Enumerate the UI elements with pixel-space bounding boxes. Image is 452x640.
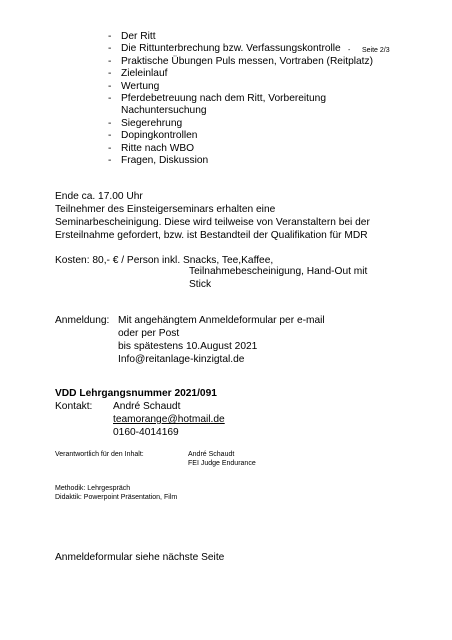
program-item: Praktische Übungen Puls messen, Vortraben (Reitplatz) <box>121 55 373 67</box>
registration-email: Info@reitanlage-kinzigtal.de <box>118 354 245 365</box>
program-item: Zieleinlauf <box>121 68 168 80</box>
costs-line-2: Teilnahmebescheinigung, Hand-Out mit <box>189 266 368 277</box>
program-bullet: - <box>108 117 112 129</box>
contact-email-link[interactable]: teamorange@hotmail.de <box>113 414 225 425</box>
registration-line-2: oder per Post <box>118 328 180 339</box>
program-item: Pferdebetreuung nach dem Ritt, Vorbereitung <box>121 93 327 104</box>
program-item: Wertung <box>121 80 160 92</box>
course-number: VDD Lehrgangsnummer 2021/091 <box>55 388 217 399</box>
program-bullet: - <box>108 142 112 154</box>
footer-note: Anmeldeformular siehe nächste Seite <box>55 552 225 563</box>
program-bullet: - <box>108 43 112 55</box>
program-item: Ritte nach WBO <box>121 142 195 154</box>
page-label: Seite 2/3 <box>362 47 390 54</box>
program-item: Siegerehrung <box>121 117 183 129</box>
program-bullet: - <box>108 31 112 42</box>
end-time: Ende ca. 17.00 Uhr <box>55 191 143 202</box>
methodik-line: Methodik: Lehrgespräch <box>55 485 131 492</box>
registration-deadline: bis spätestens 10.August 2021 <box>118 341 258 352</box>
contact-label: Kontakt: <box>55 401 93 412</box>
program-item: Der Ritt <box>121 31 156 42</box>
program-item: Fragen, Diskussion <box>121 155 209 166</box>
registration-label: Anmeldung: <box>55 315 110 326</box>
contact-phone: 0160-4014169 <box>113 427 179 438</box>
certificate-line-3: Ersteilnahme gefordert, bzw. ist Bestandteil der Qualifikation für MDR <box>55 230 368 241</box>
program-bullet: - <box>108 130 112 142</box>
certificate-line-2: Seminarbescheinigung. Diese wird teilweise von Veranstaltern bei der <box>55 217 370 228</box>
contact-name: André Schaudt <box>113 401 181 412</box>
program-bullet: - <box>108 68 112 80</box>
certificate-line-1: Teilnehmer des Einsteigerseminars erhalten eine <box>55 204 276 215</box>
page-label-dash: - <box>348 47 351 54</box>
program-item: Nachuntersuchung <box>121 105 207 117</box>
responsible-name: André Schaudt <box>188 451 235 458</box>
program-bullet: - <box>108 155 112 166</box>
program-bullet: - <box>108 93 112 104</box>
didaktik-line: Didaktik: Powerpoint Präsentation, Film <box>55 494 178 501</box>
registration-line-1: Mit angehängtem Anmeldeformular per e-mail <box>118 315 325 326</box>
program-bullet: - <box>108 80 112 92</box>
costs-line-1: Kosten: 80,- € / Person inkl. Snacks, Tee,Kaffee, <box>55 255 274 266</box>
program-item: Die Rittunterbrechung bzw. Verfassungskontrolle <box>121 43 341 55</box>
costs-line-3: Stick <box>189 279 212 290</box>
program-item: Dopingkontrollen <box>121 130 198 142</box>
responsible-label: Verantwortlich für den Inhalt: <box>55 451 144 458</box>
responsible-title: FEI Judge Endurance <box>188 460 256 467</box>
program-bullet: - <box>108 55 112 67</box>
